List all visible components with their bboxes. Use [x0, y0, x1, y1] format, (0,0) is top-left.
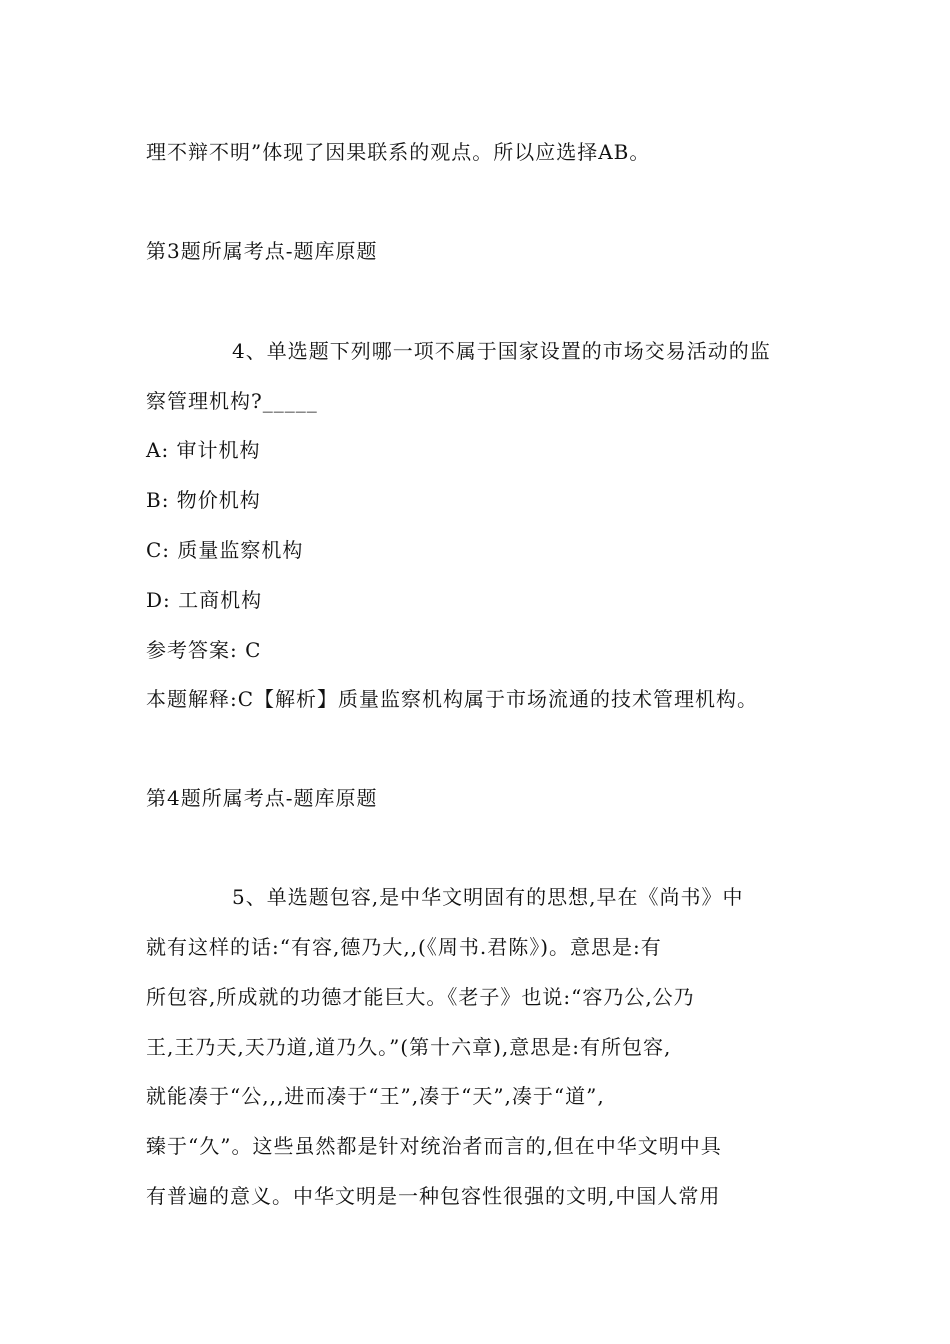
q5-text-line-3: 所包容,所成就的功德才能巨大。《老子》也说:“容乃公,公乃: [146, 985, 695, 1009]
q5-text-line-4: 王,王乃天,天乃道,道乃久。”(第十六章),意思是:有所包容,: [146, 1035, 672, 1059]
q5-text-line-1: 5、单选题包容,是中华文明固有的思想,早在《尚书》中: [232, 885, 744, 909]
q4-option-b: B: 物价机构: [146, 488, 261, 512]
q4-stem-line-1: 4、单选题下列哪一项不属于国家设置的市场交易活动的监: [232, 339, 771, 363]
q4-knowledge-point: 第4题所属考点-题库原题: [146, 786, 378, 810]
q5-text-line-2: 就有这样的话:“有容,德乃大,,(《周书.君陈》)。意思是:有: [146, 935, 662, 959]
q4-option-d: D: 工商机构: [146, 588, 263, 612]
q4-option-a: A: 审计机构: [146, 438, 261, 462]
q4-stem-line-2: 察管理机构?_____: [146, 389, 318, 413]
q5-text-line-5: 就能凑于“公,,,进而凑于“王”,凑于“天”,凑于“道”,: [146, 1084, 605, 1108]
q4-explanation: 本题解释:C【解析】质量监察机构属于市场流通的技术管理机构。: [146, 687, 759, 711]
q4-answer: 参考答案: C: [146, 638, 262, 662]
q3-explanation-tail: 理不辩不明”体现了因果联系的观点。所以应选择AB。: [146, 140, 651, 164]
q3-knowledge-point: 第3题所属考点-题库原题: [146, 239, 378, 263]
q4-option-c: C: 质量监察机构: [146, 538, 304, 562]
q5-text-line-7: 有普遍的意义。中华文明是一种包容性很强的文明,中国人常用: [146, 1184, 721, 1208]
q5-text-line-6: 臻于“久”。这些虽然都是针对统治者而言的,但在中华文明中具: [146, 1134, 722, 1158]
